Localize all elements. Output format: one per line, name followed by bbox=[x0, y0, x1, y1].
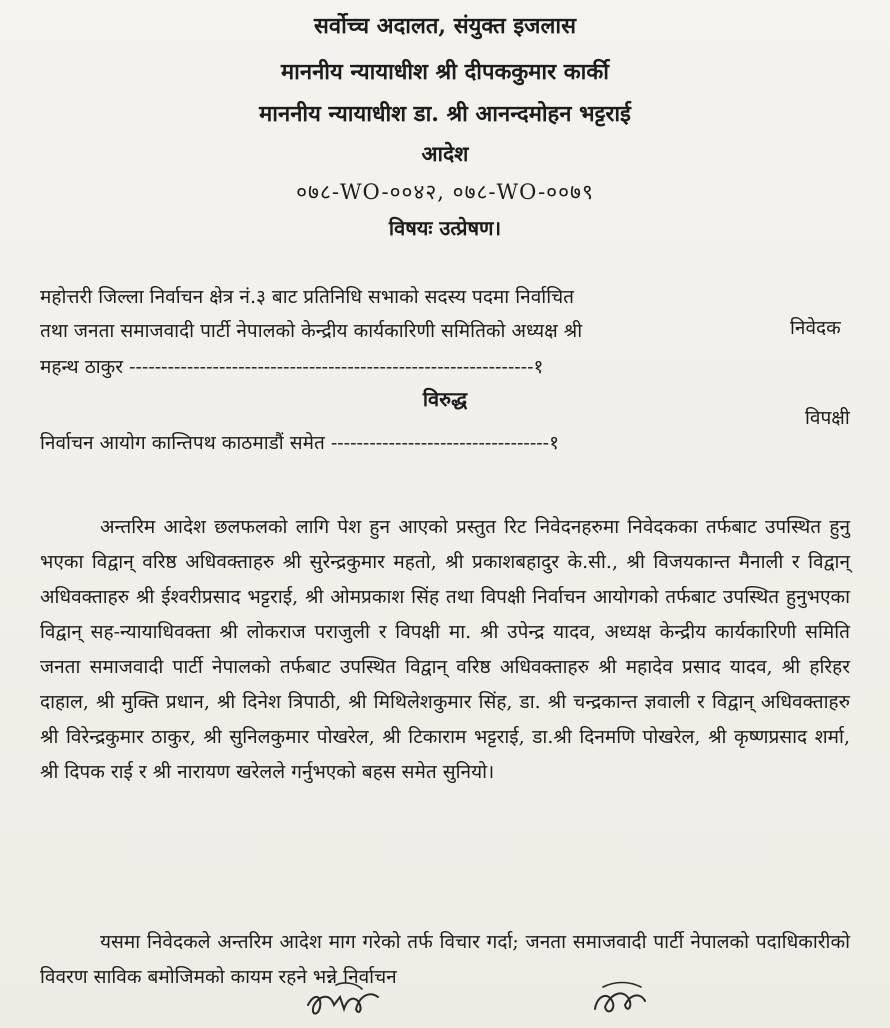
document-type: आदेश bbox=[421, 141, 469, 166]
judge-1: माननीय न्यायाधीश श्री दीपककुमार कार्की bbox=[281, 59, 609, 85]
subject-line: विषयः उत्प्रेषण। bbox=[388, 216, 502, 240]
respondent-role: विपक्षी bbox=[805, 407, 850, 429]
petitioner-line-2: तथा जनता समाजवादी पार्टी नेपालको केन्द्रीय कार्यकारिणी समितिको अध्यक्ष श्री bbox=[40, 320, 583, 342]
petitioner-line-3: महन्थ ठाकुर ---------------------------------------------------------------१ bbox=[40, 356, 544, 378]
petitioner-role: निवेदक bbox=[790, 317, 841, 339]
order-paragraph-2: यसमा निवेदकले अन्तरिम आदेश माग गरेको तर्फ विचार गर्दा; जनता समाजवादी पार्टी नेपालको पदाधिकारीको विवरण साविक बमोजिमको कायम रहने भन्ने निर्वाचन bbox=[40, 931, 850, 988]
petitioner-line-1: महोत्तरी जिल्ला निर्वाचन क्षेत्र नं.३ बाट प्रतिनिधि सभाको सदस्य पदमा निर्वाचित bbox=[40, 286, 575, 308]
judge-2: माननीय न्यायाधीश डा. श्री आनन्दमोहन भट्टराई bbox=[259, 101, 631, 127]
case-numbers: ०७८-WO-००४२, ०७८-WO-००७९ bbox=[296, 180, 594, 204]
order-paragraph-1: अन्तरिम आदेश छलफलको लागि पेश हुन आएको प्रस्तुत रिट निवेदनहरुमा निवेदकका तर्फबाट उपस्थित हुनु भएका विद्वान् वरिष्ठ अधिवक्ताहरु श्री सुरेन्द्रकुमार महतो, श्री प्रकाशबहादुर के.सी., श्री विजयकान्त मैनाली र विद्वान् अधिवक्ताहरु श्री ईश्वरीप्रसाद भट्टराई, श्री ओमप्रकाश सिंह तथा विपक्षी निर्वाचन आयोगको तर्फबाट उपस्थित हुनुभएका विद्वान् सह-न्यायाधिवक्ता श्री लोकराज पराजुली र विपक्षी मा. श्री उपेन्द्र यादव, अध्यक्ष केन्द्रीय कार्यकारिणी समिति जनता समाजवादी पार्टी नेपालको तर्फबाट उपस्थित विद्वान् वरिष्ठ अधिवक्ताहरु श्री महादेव प्रसाद यादव, श्री हरिहर दाहाल, श्री मुक्ति प्रधान, श्री दिनेश त्रिपाठी, श्री मिथिलेशकुमार सिंह, डा. श्री चन्द्रकान्त ज्ञवाली र विद्वान् अधिवक्ताहरु श्री विरेन्द्रकुमार ठाकुर, श्री सुनिलकुमार पोखरेल, श्री टिकाराम भट्टराई, डा.श्री दिनमणि पोखरेल, श्री कृष्णप्रसाद शर्मा, श्री दिपक राई र श्री नारायण खरेलले गर्नुभएको बहस समेत सुनियो। bbox=[40, 516, 850, 783]
signature-area bbox=[0, 975, 890, 1028]
court-name: सर्वोच्च अदालत, संयुक्त इजलास bbox=[314, 13, 576, 39]
versus-heading: विरुद्ध bbox=[422, 387, 468, 411]
judge-signature-1 bbox=[300, 975, 390, 1025]
judge-signature-2 bbox=[585, 975, 655, 1025]
respondent-line: निर्वाचन आयोग कान्तिपथ काठमाडौं समेत ----------------------------------१ bbox=[40, 432, 559, 454]
